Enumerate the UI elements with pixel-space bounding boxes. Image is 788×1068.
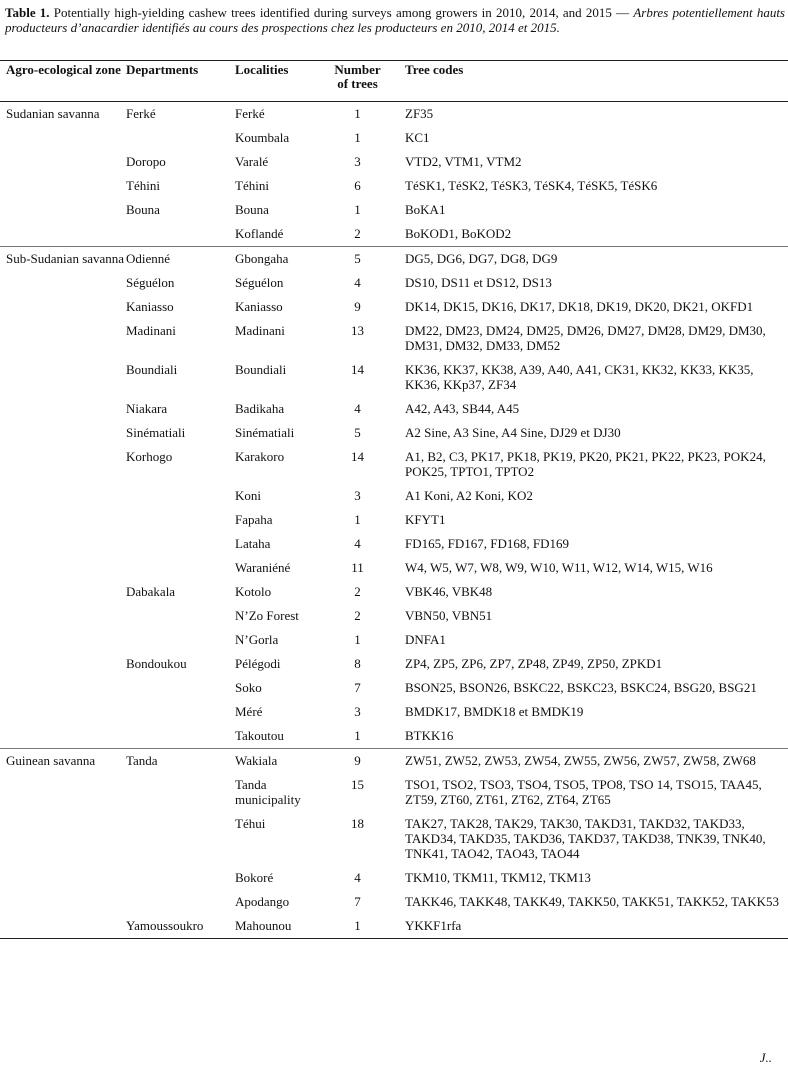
department-cell xyxy=(126,676,235,700)
locality-cell: Takoutou xyxy=(235,728,284,743)
table-row xyxy=(0,484,788,508)
table-row xyxy=(0,247,788,272)
table-row xyxy=(0,271,788,295)
department-cell: Madinani xyxy=(126,323,176,338)
zone-cell xyxy=(0,604,126,628)
department-cell: Séguélon xyxy=(126,275,175,290)
locality-cell: N’Gorla xyxy=(235,632,279,647)
zone-cell xyxy=(0,914,126,939)
tree-count-cell: 2 xyxy=(354,584,361,599)
zone-cell xyxy=(0,773,126,812)
locality-cell: Téhini xyxy=(235,178,269,193)
table-row xyxy=(0,580,788,604)
zone-cell xyxy=(0,580,126,604)
tree-count-cell: 5 xyxy=(354,425,361,440)
page-footer-mark: J.. xyxy=(759,1050,772,1065)
tree-codes-cell: VBK46, VBK48 xyxy=(405,584,493,599)
locality-cell: Séguélon xyxy=(235,275,284,290)
department-cell xyxy=(126,556,235,580)
department-cell xyxy=(126,724,235,749)
table-row xyxy=(0,812,788,866)
tree-codes-cell: ZF35 xyxy=(405,106,434,121)
department-cell: Yamoussoukro xyxy=(126,914,235,939)
tree-codes-cell: DK14, DK15, DK16, DK17, DK18, DK19, DK20, DK21, OKFD1 xyxy=(405,299,754,314)
tree-count-cell: 4 xyxy=(354,401,361,416)
zone-cell xyxy=(0,890,126,914)
table-row xyxy=(0,532,788,556)
tree-codes-cell: TéSK1, TéSK2, TéSK3, TéSK4, TéSK5, TéSK6 xyxy=(405,178,658,193)
department-cell: Kaniasso xyxy=(126,299,174,314)
table-row xyxy=(0,222,788,247)
locality-cell: N’Zo Forest xyxy=(235,608,299,623)
department-cell: Sinématiali xyxy=(126,425,186,440)
table-row xyxy=(0,866,788,890)
tree-codes-cell: A1 Koni, A2 Koni, KO2 xyxy=(405,488,533,503)
table-row xyxy=(0,421,788,445)
locality-cell: Boundiali xyxy=(235,362,287,377)
table-body xyxy=(0,102,788,939)
locality-cell: Mahounou xyxy=(235,914,328,939)
tree-count-cell: 3 xyxy=(354,488,361,503)
zone-cell xyxy=(0,556,126,580)
zone-cell xyxy=(0,397,126,421)
tree-codes-cell: BMDK17, BMDK18 et BMDK19 xyxy=(405,704,584,719)
tree-codes-cell: DNFA1 xyxy=(405,632,446,647)
tree-codes-cell: BoKOD1, BoKOD2 xyxy=(405,226,512,241)
tree-count-cell: 7 xyxy=(354,894,361,909)
locality-cell: Méré xyxy=(235,704,263,719)
zone-cell xyxy=(0,812,126,866)
locality-cell: Koumbala xyxy=(235,130,290,145)
zone-cell xyxy=(0,445,126,484)
department-cell: Téhini xyxy=(126,178,160,193)
department-cell xyxy=(126,773,235,812)
header-number: Number of trees xyxy=(328,61,405,102)
tree-codes-cell: ZP4, ZP5, ZP6, ZP7, ZP48, ZP49, ZP50, ZPKD1 xyxy=(405,656,663,671)
department-cell xyxy=(126,604,235,628)
department-cell xyxy=(126,532,235,556)
locality-cell: Téhui xyxy=(235,816,266,831)
locality-cell: Badikaha xyxy=(235,401,285,416)
department-cell xyxy=(126,628,235,652)
table-row xyxy=(0,676,788,700)
table-row xyxy=(0,628,788,652)
tree-codes-cell: DG5, DG6, DG7, DG8, DG9 xyxy=(405,247,788,272)
tree-codes-cell: KC1 xyxy=(405,130,430,145)
tree-count-cell: 4 xyxy=(354,536,361,551)
zone-cell xyxy=(0,174,126,198)
department-cell xyxy=(126,222,235,247)
locality-cell: Karakoro xyxy=(235,449,285,464)
zone-cell xyxy=(0,532,126,556)
tree-codes-cell: KK36, KK37, KK38, A39, A40, A41, CK31, KK32, KK33, KK35, KK36, KKp37, ZF34 xyxy=(405,362,754,392)
zone-cell xyxy=(0,421,126,445)
zone-cell xyxy=(0,676,126,700)
header-zone: Agro-ecological zone xyxy=(0,61,126,102)
department-cell xyxy=(126,508,235,532)
table-row xyxy=(0,890,788,914)
table-row xyxy=(0,556,788,580)
tree-count-cell: 9 xyxy=(328,749,405,774)
department-cell xyxy=(126,126,235,150)
zone-cell xyxy=(0,126,126,150)
zone-cell xyxy=(0,222,126,247)
table-row xyxy=(0,102,788,127)
zone-cell xyxy=(0,700,126,724)
tree-codes-cell: TSO1, TSO2, TSO3, TSO4, TSO5, TPO8, TSO 14, TSO15, TAA45, ZT59, ZT60, ZT61, ZT62, ZT64, ZT65 xyxy=(405,777,762,807)
locality-cell: Fapaha xyxy=(235,512,273,527)
table-row xyxy=(0,604,788,628)
tree-codes-cell: W4, W5, W7, W8, W9, W10, W11, W12, W14, W15, W16 xyxy=(405,560,713,575)
zone-cell xyxy=(0,358,126,397)
tree-codes-cell: BoKA1 xyxy=(405,202,446,217)
department-cell: Boundiali xyxy=(126,362,178,377)
tree-codes-cell: VTD2, VTM1, VTM2 xyxy=(405,154,522,169)
table-row xyxy=(0,319,788,358)
department-cell xyxy=(126,812,235,866)
tree-count-cell: 4 xyxy=(354,870,361,885)
zone-cell xyxy=(0,484,126,508)
tree-codes-cell: DM22, DM23, DM24, DM25, DM26, DM27, DM28, DM29, DM30, DM31, DM32, DM33, DM52 xyxy=(405,323,766,353)
zone-cell xyxy=(0,198,126,222)
department-cell xyxy=(126,890,235,914)
locality-cell: Apodango xyxy=(235,894,290,909)
header-departments: Departments xyxy=(126,61,235,102)
tree-count-cell: 11 xyxy=(351,560,364,575)
locality-cell: Wakiala xyxy=(235,749,328,774)
zone-cell: Guinean savanna xyxy=(0,749,126,774)
tree-count-cell: 1 xyxy=(354,106,361,121)
tree-count-cell: 2 xyxy=(354,226,361,241)
tree-count-cell: 9 xyxy=(354,299,361,314)
tree-count-cell: 7 xyxy=(354,680,361,695)
locality-cell: Sinématiali xyxy=(235,425,295,440)
department-cell xyxy=(126,700,235,724)
locality-cell: Madinani xyxy=(235,323,285,338)
tree-count-cell: 5 xyxy=(328,247,405,272)
locality-cell: Koflandé xyxy=(235,226,284,241)
tree-codes-cell: VBN50, VBN51 xyxy=(405,608,493,623)
tree-count-cell: 1 xyxy=(354,202,361,217)
tree-count-cell: 14 xyxy=(351,362,364,377)
tree-count-cell: 3 xyxy=(354,154,361,169)
table-row xyxy=(0,397,788,421)
zone-cell: Sudanian savanna xyxy=(6,106,100,121)
caption-french: Arbres potentiellement hauts producteurs d’anacardier identifiés au cours des prospections chez les producteurs en 2010, 2014 et 2015. xyxy=(5,5,785,35)
department-cell: Tanda xyxy=(126,749,235,774)
department-cell: Niakara xyxy=(126,401,168,416)
table-row xyxy=(0,295,788,319)
zone-cell xyxy=(0,319,126,358)
department-cell: Korhogo xyxy=(126,449,173,464)
zone-cell xyxy=(0,724,126,749)
locality-cell: Waraniéné xyxy=(235,560,291,575)
tree-count-cell: 2 xyxy=(354,608,361,623)
table-row xyxy=(0,773,788,812)
cashew-trees-table xyxy=(0,60,788,939)
table-row xyxy=(0,652,788,676)
locality-cell: Tanda municipality xyxy=(235,777,301,807)
tree-codes-cell: ZW51, ZW52, ZW53, ZW54, ZW55, ZW56, ZW57, ZW58, ZW68 xyxy=(405,749,788,774)
zone-cell xyxy=(0,508,126,532)
table-row xyxy=(0,508,788,532)
caption-label: Table 1. xyxy=(5,5,50,20)
locality-cell: Bokoré xyxy=(235,870,274,885)
tree-codes-cell: A2 Sine, A3 Sine, A4 Sine, DJ29 et DJ30 xyxy=(405,425,621,440)
header-codes: Tree codes xyxy=(405,61,788,102)
tree-count-cell: 13 xyxy=(351,323,364,338)
department-cell: Dabakala xyxy=(126,584,176,599)
locality-cell: Lataha xyxy=(235,536,271,551)
table-row xyxy=(0,749,788,774)
tree-count-cell: 18 xyxy=(351,816,364,831)
tree-count-cell: 6 xyxy=(354,178,361,193)
tree-count-cell: 4 xyxy=(354,275,361,290)
tree-codes-cell: A42, A43, SB44, A45 xyxy=(405,401,520,416)
locality-cell: Bouna xyxy=(235,202,269,217)
table-header-row xyxy=(0,61,788,102)
table-row xyxy=(0,914,788,939)
tree-count-cell: 1 xyxy=(354,130,361,145)
zone-cell xyxy=(0,271,126,295)
table-row xyxy=(0,358,788,397)
tree-codes-cell: A1, B2, C3, PK17, PK18, PK19, PK20, PK21, PK22, PK23, POK24, POK25, TPTO1, TPTO2 xyxy=(405,449,766,479)
tree-codes-cell: KFYT1 xyxy=(405,512,446,527)
zone-cell: Sub-Sudanian savanna xyxy=(0,247,126,272)
locality-cell: Varalé xyxy=(235,154,269,169)
caption-english: Potentially high-yielding cashew trees identified during surveys among growers in 2010, 2014, and 2015 — xyxy=(49,5,634,20)
tree-codes-cell: DS10, DS11 et DS12, DS13 xyxy=(405,275,552,290)
table-row xyxy=(0,126,788,150)
zone-cell xyxy=(0,295,126,319)
locality-cell: Kaniasso xyxy=(235,299,283,314)
table-row xyxy=(0,700,788,724)
department-cell: Bondoukou xyxy=(126,656,187,671)
tree-codes-cell: FD165, FD167, FD168, FD169 xyxy=(405,536,569,551)
tree-count-cell: 1 xyxy=(354,728,361,743)
table-caption xyxy=(5,6,785,35)
tree-count-cell: 1 xyxy=(328,914,405,939)
department-cell xyxy=(126,866,235,890)
locality-cell: Kotolo xyxy=(235,584,272,599)
table-row xyxy=(0,150,788,174)
table-row xyxy=(0,174,788,198)
locality-cell: Gbongaha xyxy=(235,247,328,272)
locality-cell: Soko xyxy=(235,680,262,695)
tree-count-cell: 3 xyxy=(354,704,361,719)
table-row xyxy=(0,445,788,484)
zone-cell xyxy=(0,150,126,174)
tree-codes-cell: BSON25, BSON26, BSKC22, BSKC23, BSKC24, BSG20, BSG21 xyxy=(405,680,757,695)
tree-codes-cell: YKKF1rfa xyxy=(405,914,788,939)
department-cell: Odienné xyxy=(126,247,235,272)
locality-cell: Pélégodi xyxy=(235,656,281,671)
tree-count-cell: 8 xyxy=(354,656,361,671)
tree-codes-cell: TKM10, TKM11, TKM12, TKM13 xyxy=(405,870,591,885)
tree-codes-cell: TAKK46, TAKK48, TAKK49, TAKK50, TAKK51, TAKK52, TAKK53 xyxy=(405,894,780,909)
department-cell: Doropo xyxy=(126,154,166,169)
header-localities: Localities xyxy=(235,61,328,102)
locality-cell: Koni xyxy=(235,488,261,503)
department-cell xyxy=(126,484,235,508)
department-cell: Ferké xyxy=(126,106,156,121)
tree-count-cell: 1 xyxy=(354,632,361,647)
zone-cell xyxy=(0,628,126,652)
locality-cell: Ferké xyxy=(235,106,265,121)
tree-codes-cell: TAK27, TAK28, TAK29, TAK30, TAKD31, TAKD32, TAKD33, TAKD34, TAKD35, TAKD36, TAKD37, TAKD38, TNK39, TNK40, TNK41, TAO42, TAO43, TAO44 xyxy=(405,816,766,861)
tree-count-cell: 15 xyxy=(351,777,364,792)
table-row xyxy=(0,724,788,749)
department-cell: Bouna xyxy=(126,202,160,217)
tree-count-cell: 14 xyxy=(351,449,364,464)
zone-cell xyxy=(0,866,126,890)
tree-count-cell: 1 xyxy=(354,512,361,527)
table-row xyxy=(0,198,788,222)
tree-codes-cell: BTKK16 xyxy=(405,728,454,743)
zone-cell xyxy=(0,652,126,676)
